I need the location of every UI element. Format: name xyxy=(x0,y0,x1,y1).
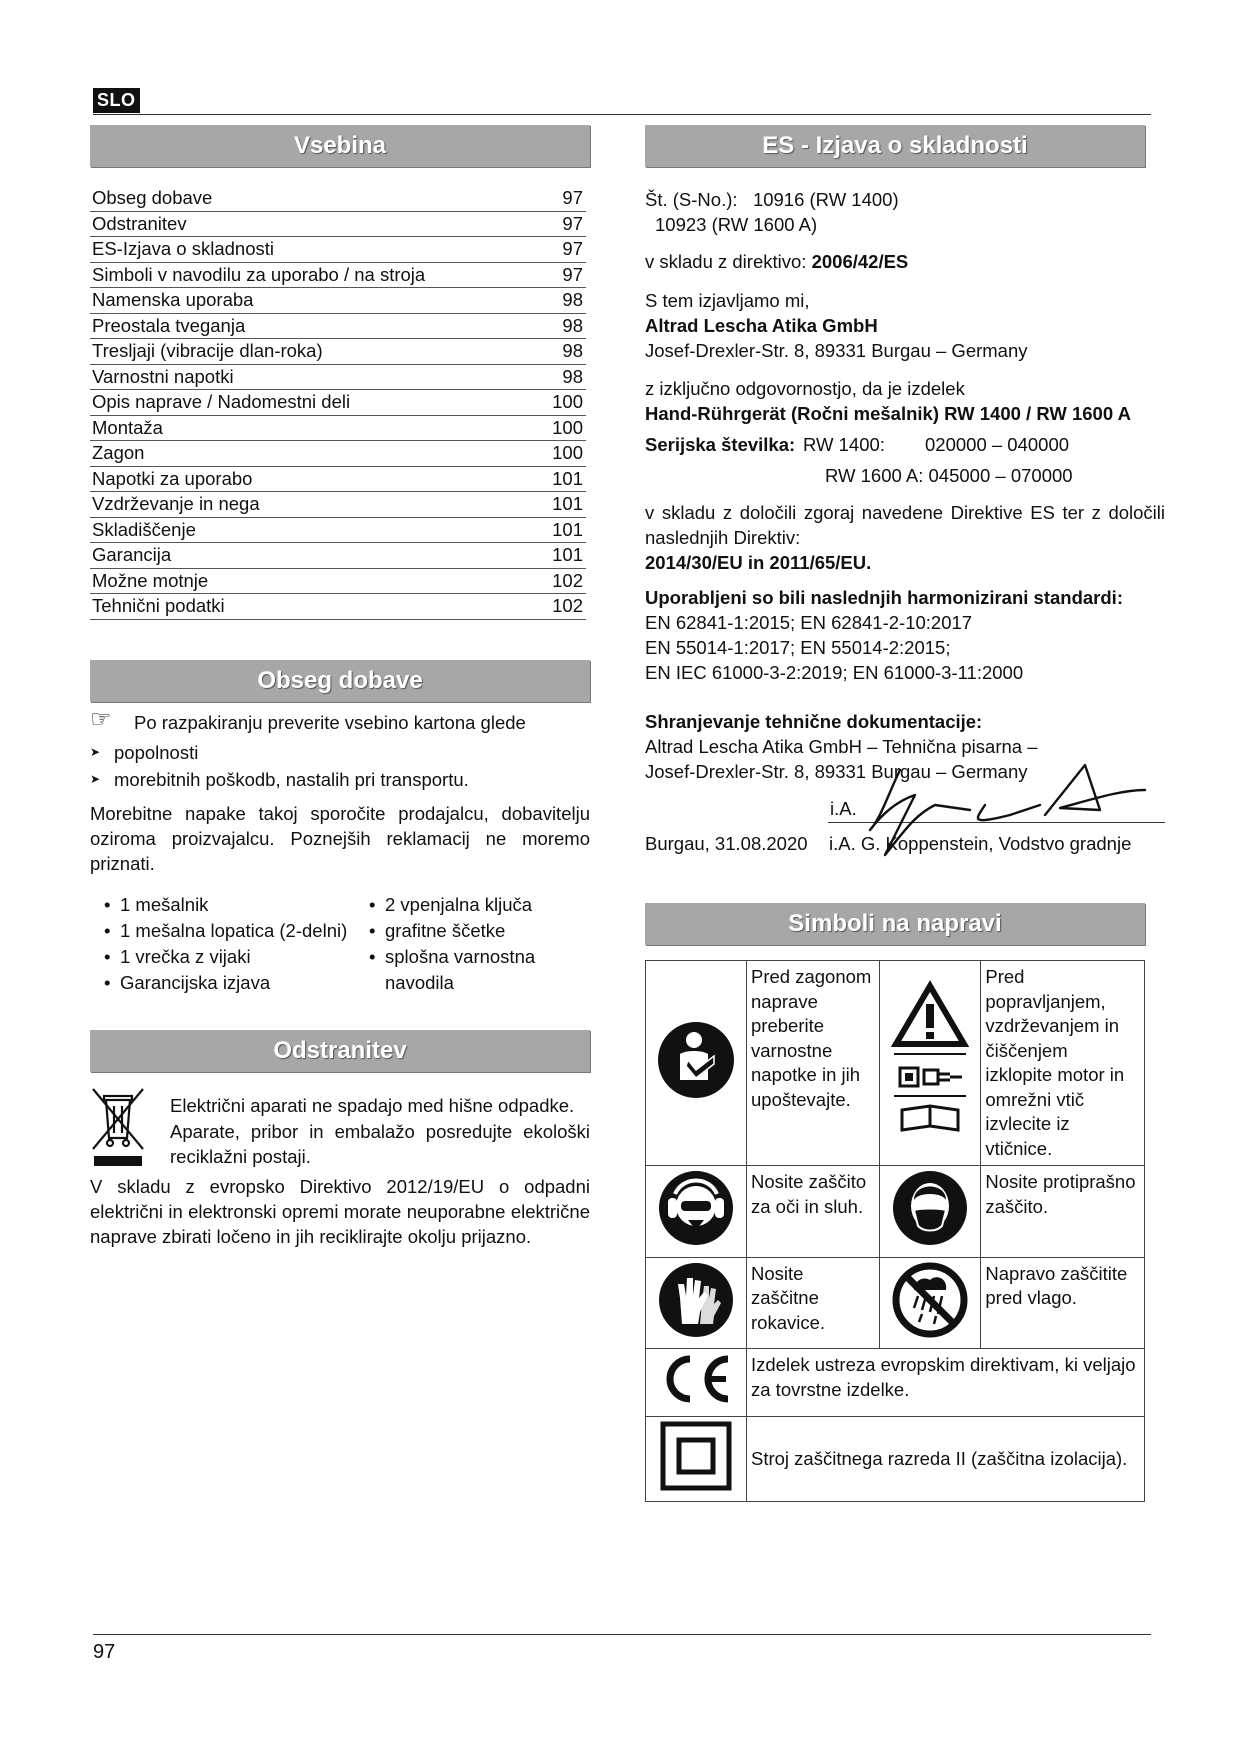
toc-page: 101 xyxy=(552,493,583,514)
symbol-text: Nosite protiprašno zaščito. xyxy=(981,1166,1145,1258)
right-column xyxy=(645,125,1165,1502)
toc-page: 101 xyxy=(552,544,583,565)
standard-line: EN IEC 61000-3-2:2019; EN 61000-3-11:2000 xyxy=(645,662,1024,683)
toc-row xyxy=(90,288,586,314)
toc-page: 100 xyxy=(552,442,583,463)
toc-row xyxy=(90,237,586,263)
toc-row xyxy=(90,416,586,442)
symbol-text: Stroj zaščitnega razreda II (zaščitna izolacija). xyxy=(747,1416,1145,1502)
eye-ear-protection-icon xyxy=(658,1170,734,1246)
serial-1-range: 020000 – 040000 xyxy=(925,434,1070,455)
toc-row xyxy=(90,492,586,518)
symbol-text: Izdelek ustreza evropskim direktivam, ki veljajo za tovrstne izdelke. xyxy=(747,1349,1145,1417)
language-badge: SLO xyxy=(93,88,140,113)
page-number: 97 xyxy=(93,1641,116,1663)
toc-page: 98 xyxy=(562,340,583,361)
toc-row xyxy=(90,212,586,238)
protection-class-2-icon xyxy=(659,1421,733,1491)
symbol-text: Napravo zaščitite pred vlago. xyxy=(981,1257,1145,1349)
toc-row xyxy=(90,186,586,212)
disposal-line2: Aparate, pribor in embalažo posredujte ekološki reciklažni postaji. xyxy=(170,1120,590,1167)
toc-row xyxy=(90,569,586,595)
list-item: • 1 vrečka z vijaki xyxy=(104,944,369,970)
protective-gloves-icon xyxy=(658,1262,734,1338)
toc-page: 97 xyxy=(562,187,583,208)
symbol-cell xyxy=(646,1349,747,1417)
toc-page: 98 xyxy=(562,314,583,336)
symbol-cell xyxy=(646,1416,747,1502)
declaration-title: ES - Izjava o skladnosti xyxy=(645,125,1145,167)
symbol-cell xyxy=(646,1257,747,1349)
toc-row xyxy=(90,543,586,569)
disposal-title: Odstranitev xyxy=(90,1030,590,1072)
toc-label: Montaža xyxy=(92,416,163,438)
symbol-cell xyxy=(646,1166,747,1258)
toc-page: 98 xyxy=(562,365,583,387)
scope-note: Morebitne napake takoj sporočite prodajalcu, dobavitelju oziroma proizvajalcu. Poznejših reklamacij ne moremo priznati. xyxy=(90,802,590,874)
toc-label: Varnostni napotki xyxy=(92,365,234,387)
protect-from-moisture-icon xyxy=(892,1262,968,1338)
toc-page: 98 xyxy=(562,289,583,310)
toc-title: Vsebina xyxy=(90,125,590,167)
toc-label: Obseg dobave xyxy=(92,187,213,208)
toc-row xyxy=(90,518,586,544)
read-manual-icon xyxy=(656,1020,736,1100)
ia-label: i.A. xyxy=(830,798,857,819)
disposal-paragraph: V skladu z evropsko Direktivo 2012/19/EU o odpadni električni in elektronski opremi morate neuporabne električne naprave zbirati ločeno in jih reciklirajte okolju prijazno. xyxy=(90,1175,590,1247)
symbols-table xyxy=(645,960,1145,1502)
list-item: ➤ popolnosti xyxy=(90,739,590,766)
toc-row xyxy=(90,365,586,391)
product-name: Hand-Rührgerät (Ročni mešalnik) RW 1400 / RW 1600 A xyxy=(645,403,1131,424)
scope-intro: Po razpakiranju preverite vsebino kartona glede xyxy=(134,711,526,733)
toc-label: Opis naprave / Nadomestni deli xyxy=(92,391,351,412)
toc-row xyxy=(90,594,586,620)
disposal-line1: Električni aparati ne spadajo med hišne odpadke. xyxy=(170,1094,575,1116)
list-item: • 2 vpenjalna ključa xyxy=(369,892,539,918)
toc-page: 101 xyxy=(552,467,583,489)
responsibility-text: z izključno odgovornostjo, da je izdelek xyxy=(645,378,965,399)
scope-items xyxy=(90,892,590,996)
place-date: Burgau, 31.08.2020 xyxy=(645,833,808,854)
symbol-text: Pred zagonom naprave preberite varnostne napotke in jih upoštevajte. xyxy=(747,961,880,1166)
serial-2: RW 1600 A: 045000 – 070000 xyxy=(825,465,1073,486)
toc-page: 100 xyxy=(552,416,583,438)
toc-page: 100 xyxy=(552,391,583,412)
toc-label: Simboli v navodilu za uporabo / na stroja xyxy=(92,263,426,285)
warning-unplug-icon xyxy=(890,980,970,1140)
storage-title: Shranjevanje tehnične dokumentacije: xyxy=(645,711,983,732)
we-declare: S tem izjavljamo mi, xyxy=(645,290,810,311)
symbol-cell xyxy=(880,1257,981,1349)
toc-page: 97 xyxy=(562,212,583,234)
list-item: • 1 mešalnik xyxy=(104,892,369,918)
toc-row xyxy=(90,441,586,467)
toc-label: Odstranitev xyxy=(92,212,187,234)
toc-page: 97 xyxy=(562,263,583,285)
symbol-cell xyxy=(880,961,981,1166)
standard-line: EN 55014-1:2017; EN 55014-2:2015; xyxy=(645,637,951,658)
serial-no-2: 10923 (RW 1600 A) xyxy=(655,214,818,235)
directive-prefix: v skladu z direktivo: xyxy=(645,251,812,272)
symbol-cell xyxy=(646,961,747,1166)
disposal-notice xyxy=(90,1086,590,1174)
toc-label: Napotki za uporabo xyxy=(92,467,253,489)
signature-block xyxy=(645,784,1165,864)
symbol-text: Pred popravljanjem, vzdrževanjem in čiščenjem izklopite motor in omrežni vtič izvlecite iz vtičnice. xyxy=(981,961,1145,1166)
list-item: ➤ morebitnih poškodb, nastalih pri transportu. xyxy=(90,766,590,793)
toc-page: 101 xyxy=(552,518,583,540)
directives-list: 2014/30/EU in 2011/65/EU. xyxy=(645,552,872,573)
list-item: • 1 mešalna lopatica (2-delni) xyxy=(104,918,369,944)
serial-no-label: Št. (S-No.): xyxy=(645,189,738,210)
storage-line1: Altrad Lescha Atika GmbH – Tehnična pisarna – xyxy=(645,736,1038,757)
serial-no-1: 10916 (RW 1400) xyxy=(752,189,899,210)
standards-title: Uporabljeni so bili naslednjih harmonizirani standardi: xyxy=(645,587,1123,608)
toc-label: Tehnični podatki xyxy=(92,595,225,616)
scope-title: Obseg dobave xyxy=(90,660,590,702)
ce-mark-icon xyxy=(658,1353,734,1405)
toc-page: 97 xyxy=(562,238,583,259)
toc-row xyxy=(90,390,586,416)
list-item: • Garancijska izjava xyxy=(104,970,369,996)
toc-page: 102 xyxy=(552,569,583,591)
company-address: Josef-Drexler-Str. 8, 89331 Burgau – Germany xyxy=(645,340,1028,361)
serial-label: Serijska številka: xyxy=(645,434,796,455)
scope-section xyxy=(90,705,590,996)
symbol-text: Nosite zaščitne rokavice. xyxy=(747,1257,880,1349)
list-item: • grafitne ščetke xyxy=(369,918,539,944)
company-name: Altrad Lescha Atika GmbH xyxy=(645,315,878,336)
storage-line2: Josef-Drexler-Str. 8, 89331 Burgau – Germany xyxy=(645,761,1028,782)
toc-label: Namenska uporaba xyxy=(92,289,254,310)
toc-row xyxy=(90,339,586,365)
symbol-cell xyxy=(880,1166,981,1258)
directive: 2006/42/ES xyxy=(811,251,909,272)
standard-line: EN 62841-1:2015; EN 62841-2-10:2017 xyxy=(645,612,973,633)
dust-mask-icon xyxy=(892,1170,968,1246)
toc-row xyxy=(90,467,586,493)
footer-rule xyxy=(93,1634,1151,1635)
serial-1-model: RW 1400: xyxy=(803,434,885,455)
toc-label: Možne motnje xyxy=(92,569,209,591)
toc-label: Garancija xyxy=(92,544,172,565)
toc-page: 102 xyxy=(552,595,583,616)
conformity-text: v skladu z določili zgoraj navedene Direktive ES ter z določili naslednjih Direktiv: xyxy=(645,502,1165,548)
toc-label: Vzdrževanje in nega xyxy=(92,493,260,514)
symbol-text: Nosite zaščito za oči in sluh. xyxy=(747,1166,880,1258)
toc-row xyxy=(90,314,586,340)
toc-label: Skladiščenje xyxy=(92,518,196,540)
toc-label: Zagon xyxy=(92,442,145,463)
crossed-bin-icon xyxy=(90,1086,146,1168)
scope-check-list xyxy=(90,739,590,793)
list-item: • splošna varnostna navodila xyxy=(369,944,539,996)
declaration-body xyxy=(645,187,1165,864)
left-column xyxy=(90,125,590,1249)
toc-label: Preostala tveganja xyxy=(92,314,246,336)
header-rule xyxy=(93,114,1151,115)
symbols-title: Simboli na napravi xyxy=(645,903,1145,945)
pointing-hand-icon: ☞ xyxy=(90,705,112,733)
toc-label: ES-Izjava o skladnosti xyxy=(92,238,275,259)
toc-label: Tresljaji (vibracije dlan-roka) xyxy=(92,340,323,361)
table-of-contents xyxy=(90,186,586,620)
toc-row xyxy=(90,263,586,289)
signer-name: i.A. G. Koppenstein, Vodstvo gradnje xyxy=(829,833,1132,854)
